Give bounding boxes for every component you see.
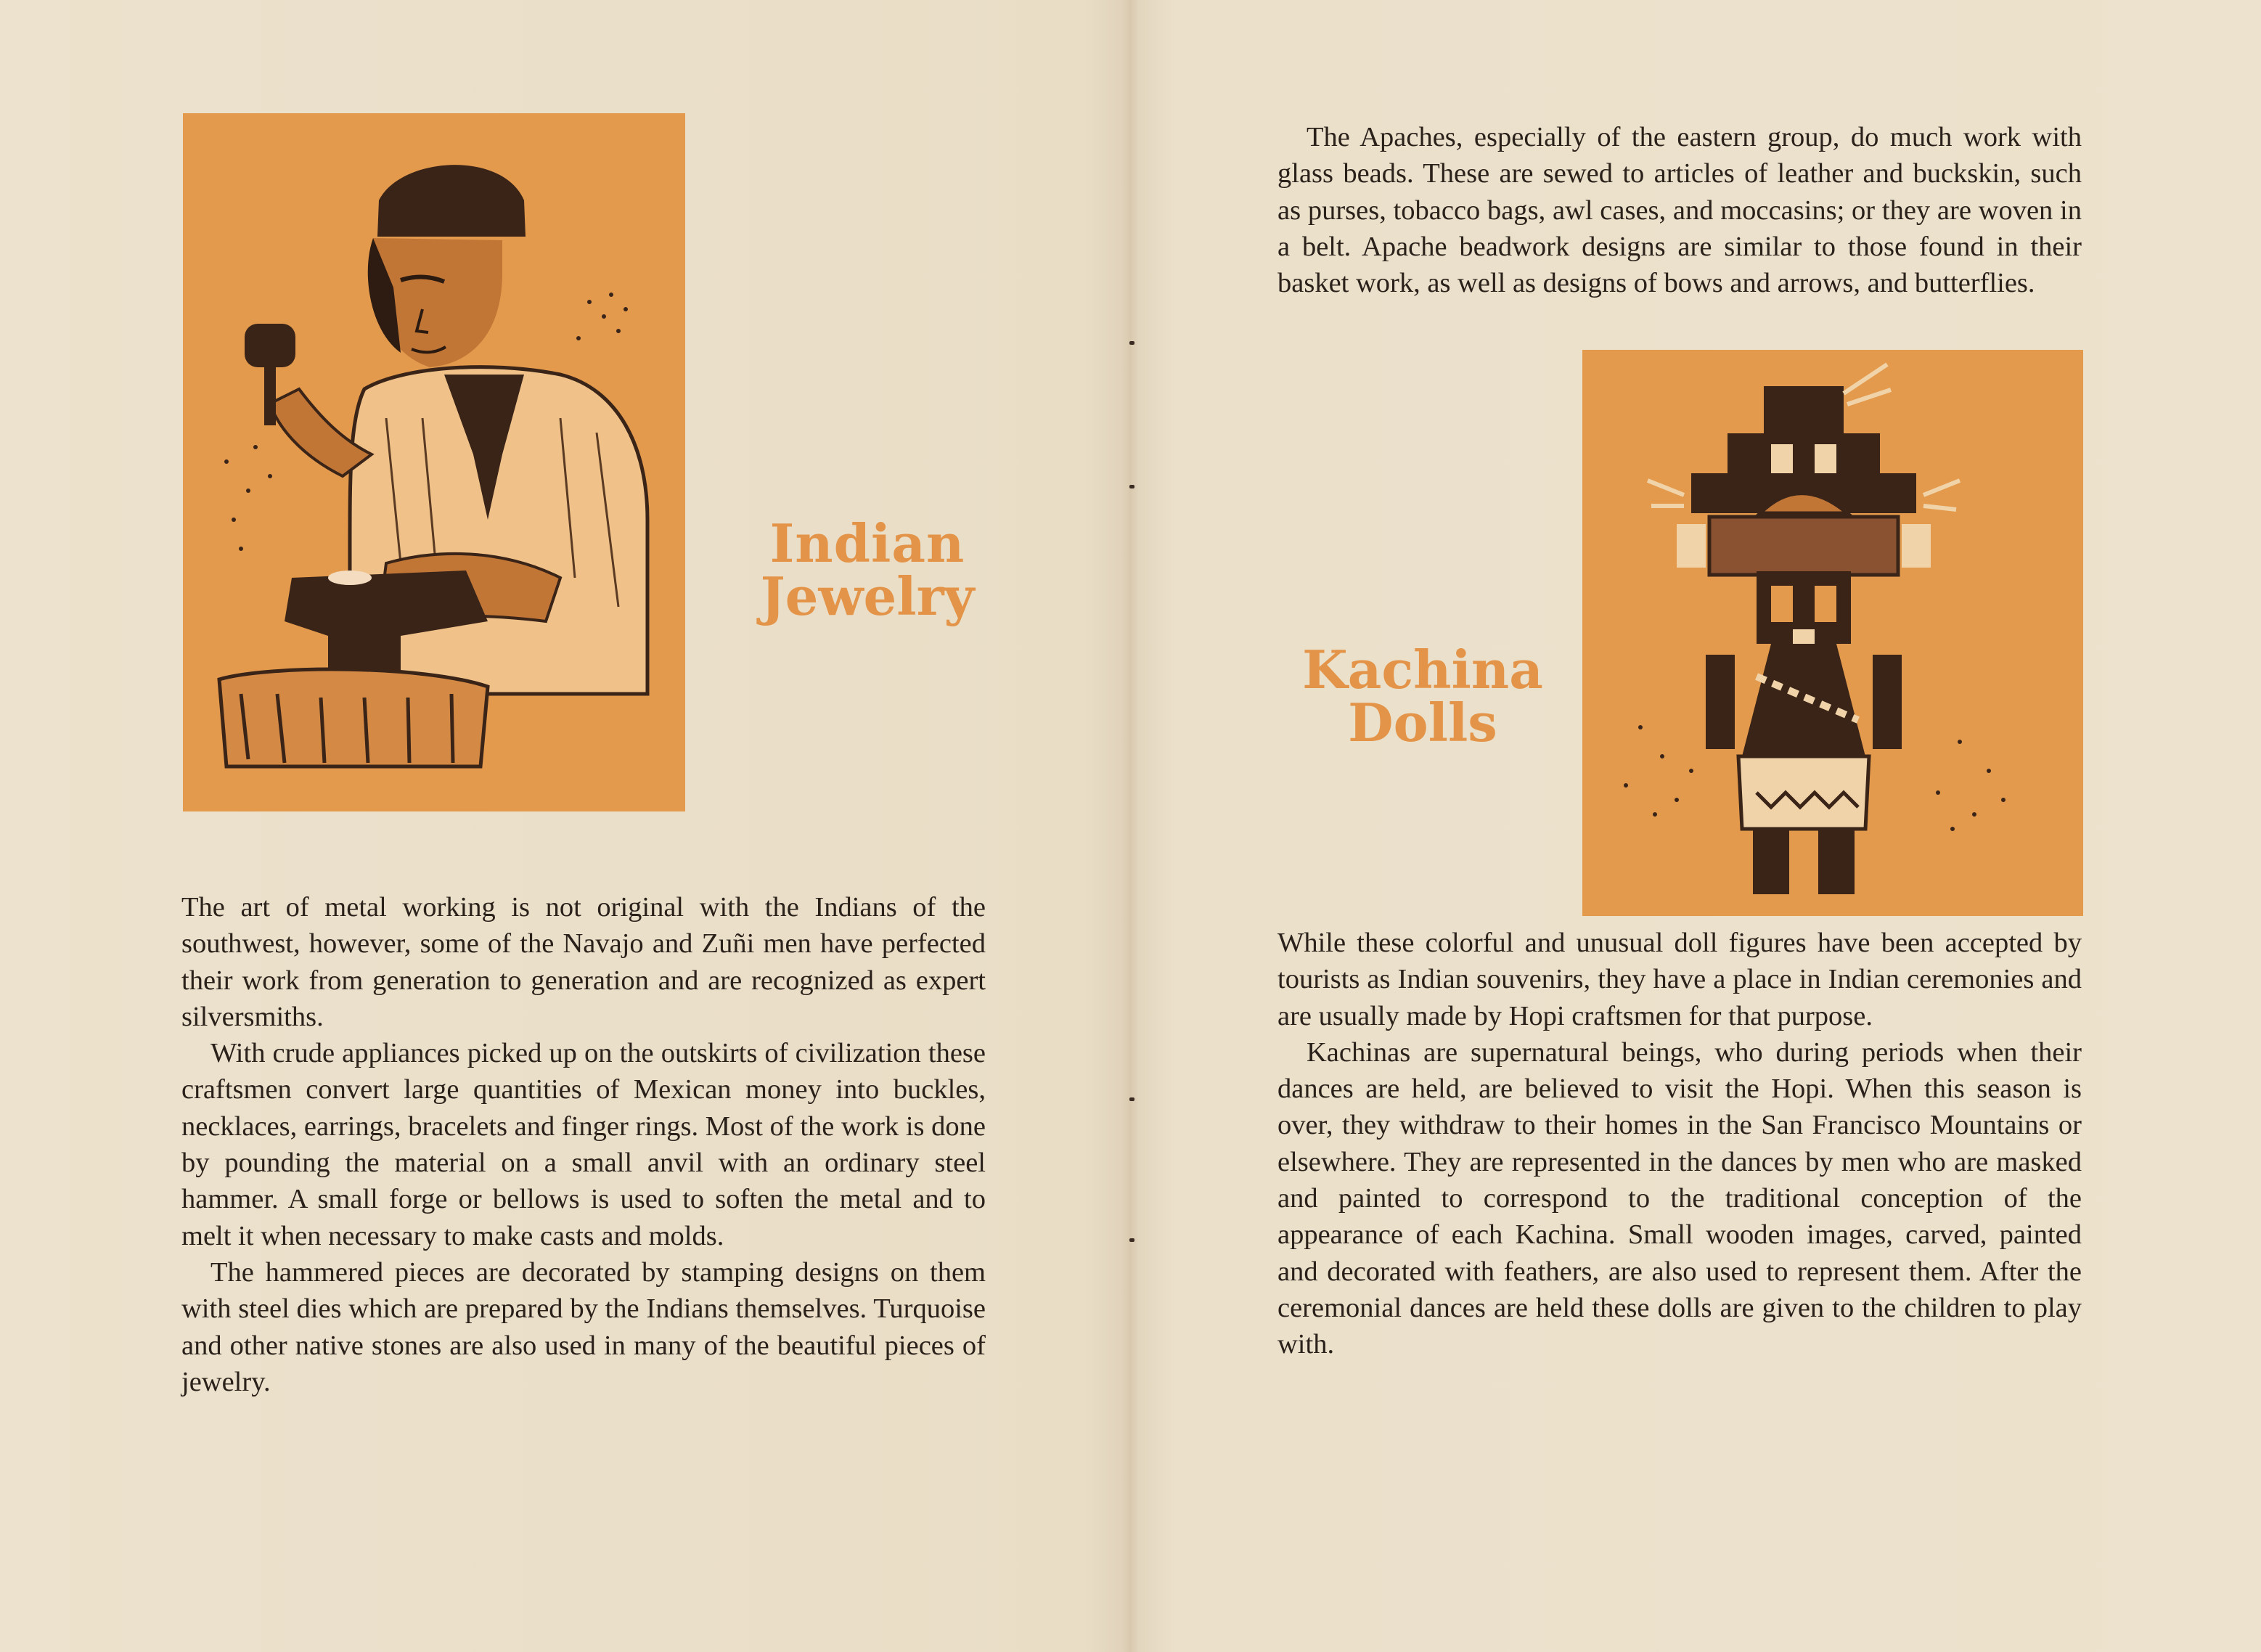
paragraph: While these colorful and unusual doll figures have been accepted by tourists as Indian souvenirs, they have a place in Indian ceremonies and are usually made by Hopi craftsmen for that purpose. — [1277, 928, 2082, 1031]
kachina-dolls-heading — [1277, 639, 1568, 754]
left-body-text — [181, 889, 986, 1400]
apache-beadwork-text — [1277, 119, 2082, 301]
silversmith-illustration — [183, 113, 685, 811]
heading-line-1: Kachina — [1302, 639, 1543, 700]
paragraph: Kachinas are supernatural beings, who during periods when their dances are held, are believed to visit the Hopi. When this season is over, they withdraw to their homes in the San Francisco Mountains or elsewhere. They are represented in the dances by men who are masked and painted to correspond to the traditional conception of the appearance of each Kachina. Small wooden images, carved, painted and decorated with feathers, are also used to represent them. After the ceremonial dances are held these dolls are given to the children to play with. — [1277, 1036, 2082, 1360]
right-page — [1132, 0, 2261, 1652]
paragraph: The art of metal working is not original with the Indians of the southwest, however, some of the Navajo and Zuñi men have perfected their work from generation to generation and are recognized as expert silversmiths. — [181, 892, 986, 1032]
heading-line-2: Dolls — [1348, 692, 1497, 754]
paragraph: With crude appliances picked up on the outskirts of civilization these craftsmen convert large quantities of Mexican money into buckles, necklaces, earrings, bracelets and finger rings. Most of the work is done by pounding the material on a small anvil with an ordinary steel hammer. A small forge or bellows is used to soften the metal and to melt it when necessary to make casts and molds. — [181, 1038, 986, 1251]
heading-line-2: Jewelry — [760, 565, 975, 628]
indian-jewelry-heading — [715, 512, 1020, 628]
kachina-doll-icon — [1582, 350, 2083, 916]
right-body-text — [1277, 925, 2082, 1363]
paragraph: The hammered pieces are decorated by stamping designs on them with steel dies which are prepared by the Indians themselves. Turquoise and other native stones are also used in many of the beautiful pieces of jewelry. — [181, 1256, 986, 1397]
heading-line-1: Indian — [769, 512, 965, 574]
paragraph: The Apaches, especially of the eastern group, do much work with glass beads. These are sewed to articles of leather and buckskin, such as purses, tobacco bags, awl cases, and moccasins; or they are woven in a belt. Apache beadwork designs are similar to those found in their basket work, as well as designs of bows and arrows, and butterflies. — [1277, 122, 2082, 299]
silversmith-icon — [183, 113, 685, 811]
book-gutter — [1127, 0, 1132, 1652]
left-page — [0, 0, 1129, 1652]
kachina-illustration — [1582, 350, 2083, 916]
